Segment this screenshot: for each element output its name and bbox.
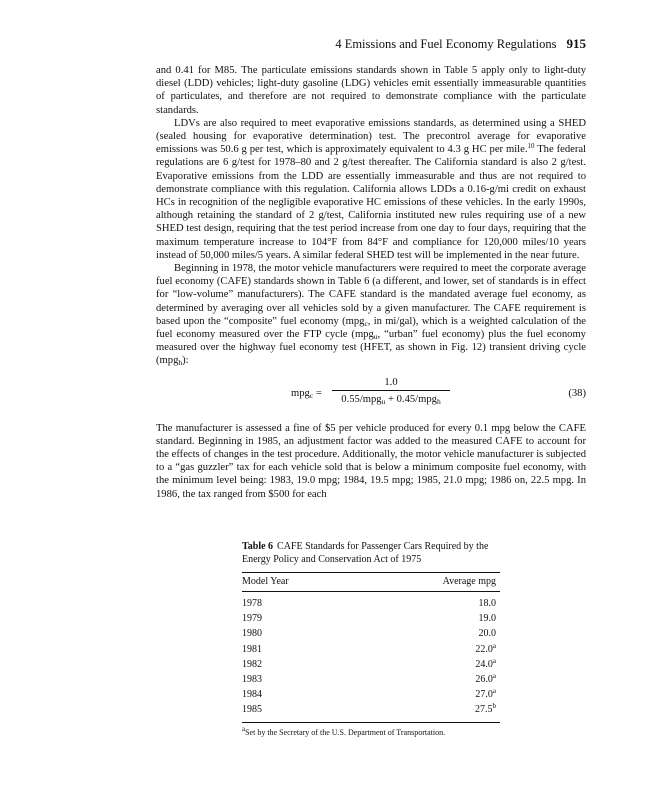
table-footnote	[242, 724, 500, 737]
running-header	[156, 36, 586, 52]
equation-den-part-a: 0.55/mpg	[341, 393, 382, 405]
cell-note: a	[492, 672, 496, 681]
cell-year: 1981	[242, 643, 262, 655]
equation-numerator: 1.0	[332, 376, 450, 391]
equation-den-sub-h: h	[436, 396, 441, 406]
paragraph-2-part-b: The federal regulations are 6 g/test for 1978–80 and 2 g/test thereafter. The California standard is also 2 g/test. Evaporative emissions from the LDD are essentially immeasurable and thus are not required to demonstrate compliance with this regulation. California allows LDDs a 0.16-g/mi credit on exhaust HCs in recognition of the negligible evaporative HC emissions of these vehicles. In the early 1990s, although retaining the standard of 2 g/test, California instituted new rules requiring use of a new SHED test design, requiring that the test period increase from one day to four days, requiring that the maximum temperature increase to 104°F from 84°F and compliance for 120,000 miles/10 years instead of 50,000 miles/5 years. A similar federal SHED test will be implemented in the near future.	[156, 144, 586, 261]
cell-note: a	[492, 641, 496, 650]
paragraph-2-part-a: LDVs are also required to meet evaporative emissions standards, as determined using a SHED (sealed housing for evaporative determination) test. The precontrol average for evaporative emissions was 50.6 g per test, which is approximately equivalent to 4.3 g HC per mile.	[156, 117, 586, 156]
body-text	[156, 64, 586, 501]
table-row	[242, 657, 500, 672]
cell-note: a	[492, 687, 496, 696]
table-caption-text: CAFE Standards for Passenger Cars Required by the Energy Policy and Conservation Act of 1975	[242, 541, 489, 565]
paragraph-3-part-a: Beginning in 1978, the motor vehicle manufacturers were required to meet the corporate average fuel economy (CAFE) standards shown in Table 6 (a different, and lower, set of standards is in effect for “low-volume” manufacturers). The CAFE standard is the mandated average fuel economy, as determined by averaging over all vehicles sold by a given manufacturer. The CAFE requirement is based upon the “composite” fuel economy (mpg	[156, 263, 586, 327]
table-caption	[242, 541, 500, 566]
cell-year: 1980	[242, 628, 262, 640]
cell-year: 1983	[242, 674, 262, 686]
column-header-average-mpg: Average mpg	[358, 573, 500, 592]
cell-mpg-value: 22.0	[475, 643, 493, 655]
subscript-h: h	[178, 358, 183, 368]
cell-year: 1978	[242, 598, 262, 610]
table-row	[242, 626, 500, 641]
table-row	[242, 672, 500, 687]
equation-denominator	[332, 391, 450, 406]
table-row	[242, 702, 500, 722]
table-header-row	[242, 573, 500, 592]
paragraph-3-part-b: , in mi/gal), which is a weighted calculation of the fuel economy measured over the FTP cycle (mpg	[156, 315, 586, 341]
footnote-text: Set by the Secretary of the U.S. Department of Transportation.	[245, 727, 446, 737]
cell-mpg	[358, 642, 500, 657]
cell-mpg	[358, 657, 500, 672]
cell-mpg	[358, 687, 500, 702]
cell-mpg	[358, 592, 500, 612]
cafe-table	[242, 572, 500, 723]
cell-mpg	[358, 672, 500, 687]
subscript-u: u	[373, 332, 378, 342]
cell-year: 1985	[242, 702, 358, 722]
column-header-model-year: Model Year	[242, 573, 358, 592]
table-row	[242, 592, 500, 612]
cell-mpg-value: 27.5	[475, 704, 493, 716]
cell-year: 1984	[242, 689, 262, 701]
footnote-ref-10: 10	[527, 142, 535, 151]
cell-note: b	[492, 702, 496, 711]
cell-mpg-value: 19.0	[478, 613, 496, 625]
equation-lhs-sub: c	[309, 390, 314, 400]
cell-mpg-value: 26.0	[475, 674, 493, 686]
paragraph-3-part-d: ):	[182, 355, 189, 367]
paragraph-1: and 0.41 for M85. The particulate emissions standards shown in Table 5 apply only to light-duty diesel (LDD) vehicles; light-duty gasoline (LDG) vehicles emit essentially immeasurable quantities of particulates, and therefore are not required to demonstrate compliance with the particulate standards.	[156, 65, 586, 116]
table-row	[242, 611, 500, 626]
cell-mpg	[358, 626, 500, 641]
subscript-c: c	[364, 318, 368, 328]
cell-mpg	[358, 702, 500, 722]
table-row	[242, 687, 500, 702]
equation-lhs	[291, 387, 322, 400]
equation-den-sub-u: u	[381, 396, 386, 406]
equation-equals: =	[313, 387, 322, 399]
table-row	[242, 642, 500, 657]
paragraph-3	[156, 262, 586, 368]
cell-year: 1982	[242, 658, 262, 670]
cell-year: 1979	[242, 613, 262, 625]
equation-lhs-text: mpg	[291, 387, 310, 399]
cell-mpg-value: 24.0	[475, 658, 493, 670]
paragraph-3-part-c: , “urban” fuel economy) plus the fuel economy measured over the highway fuel economy test (HFET, as shown in Fig. 12) transient driving cycle (mpg	[156, 329, 586, 367]
cell-mpg-value: 18.0	[478, 598, 496, 610]
cell-note: a	[492, 656, 496, 665]
page-number: 915	[566, 36, 586, 51]
equation-number: (38)	[568, 387, 586, 399]
cell-mpg	[358, 611, 500, 626]
footnote-mark: a	[242, 724, 246, 733]
cell-mpg-value: 27.0	[475, 689, 493, 701]
running-title: 4 Emissions and Fuel Economy Regulations	[335, 37, 557, 51]
table-6	[242, 541, 500, 737]
cell-mpg-value: 20.0	[478, 628, 496, 640]
table-label: Table 6	[242, 541, 274, 552]
equation-fraction	[332, 376, 450, 406]
equation-den-part-b: + 0.45/mpg	[385, 393, 437, 405]
paragraph-2	[156, 117, 586, 262]
equation-38	[156, 376, 586, 412]
paragraph-4: The manufacturer is assessed a fine of $5 per vehicle produced for every 0.1 mpg below the CAFE standard. Beginning in 1985, an adjustment factor was added to the measured CAFE to account for the effects of changes in the test procedure. Additionally, the motor vehicle manufacturer is subjected to a “gas guzzler” tax for each vehicle sold that is below a minimum composite fuel economy, with the minimum level being: 1983, 19.0 mpg; 1984, 19.5 mpg; 1985, 21.0 mpg; 1986 on, 22.5 mpg. In 1986, the tax ranged from $500 for each	[156, 422, 586, 500]
